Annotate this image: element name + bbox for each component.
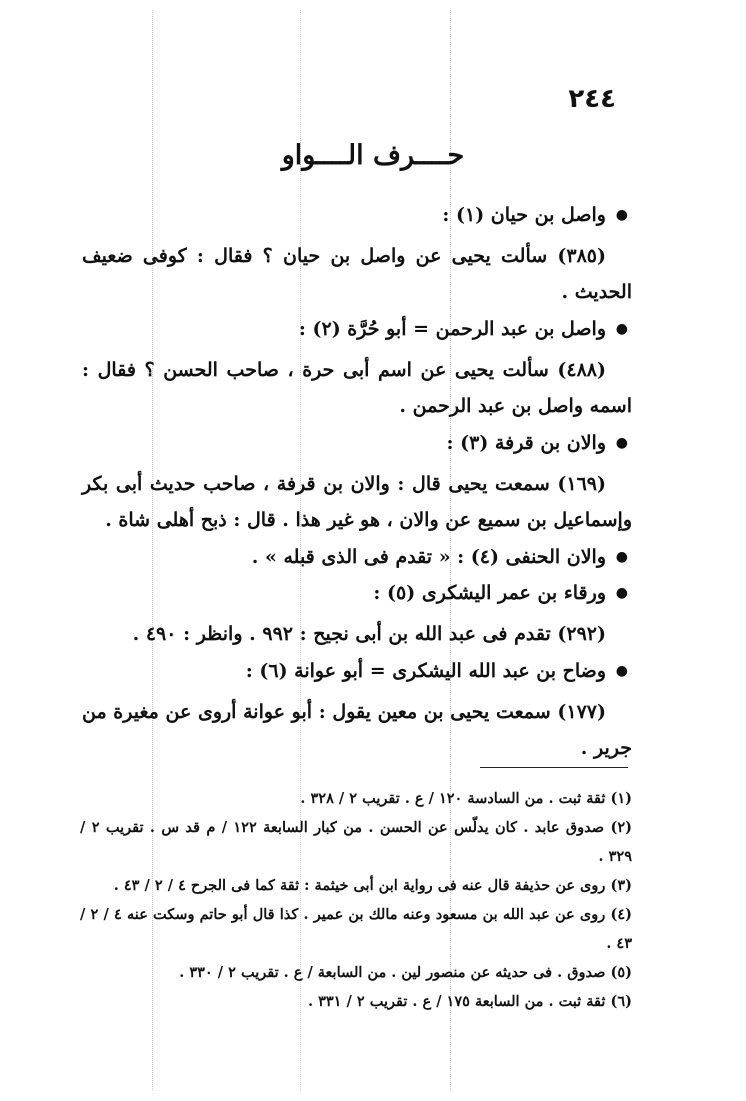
- heading-text: واصل بن حيان (١) :: [442, 204, 606, 226]
- entry-heading: [82, 540, 632, 574]
- bullet-icon: ●: [615, 321, 628, 337]
- bullet-icon: ●: [615, 207, 628, 223]
- entry-heading: [82, 426, 632, 460]
- narration-paragraph: (٤٨٨) سألت يحيى عن اسم أبى حرة ، صاحب الحسن ؟ فقال : اسمه واصل بن عبد الرحمن .: [82, 359, 632, 417]
- footnote: (٤) روى عن عبد الله بن مسعود وعنه مالك بن عمير . كذا قال أبو حاتم وسكت عنه ٤ / ٢ / ٤٣ .: [80, 906, 632, 952]
- entry-heading: [82, 576, 632, 610]
- entry-heading: [82, 312, 632, 346]
- footnote: (١) ثقة ثبت . من السادسة ١٢٠ / ع . تقريب ٢ / ٣٢٨ .: [300, 790, 632, 807]
- narration-paragraph: (١٦٩) سمعت يحيى قال : والان بن قرفة ، صاحب حديث أبى بكر وإسماعيل بن سميع عن والان ، هو غير هذا . قال : ذبح أهلى شاة .: [82, 473, 632, 531]
- narration-paragraph: (٢٩٢) تقدم فى عبد الله بن أبى نجيح : ٩٩٢ . وانظر : ٤٩٠ .: [132, 623, 606, 645]
- heading-text: والان الحنفى (٤) : « تقدم فى الذى قبله » .: [251, 546, 606, 568]
- bullet-icon: ●: [615, 435, 628, 451]
- footnote: (٥) صدوق . فى حديثه عن منصور لين . من السابعة / ع . تقريب ٢ / ٣٣٠ .: [179, 964, 632, 981]
- bullet-icon: ●: [615, 585, 628, 601]
- footnotes: [80, 784, 632, 1016]
- bullet-icon: ●: [615, 549, 628, 565]
- main-text: [82, 196, 632, 766]
- heading-text: وضاح بن عبد الله اليشكرى = أبو عوانة (٦) :: [245, 660, 606, 682]
- narration-paragraph: (٣٨٥) سألت يحيى عن واصل بن حيان ؟ فقال : كوفى ضعيف الحديث .: [82, 245, 632, 303]
- footnote: (٢) صدوق عابد . كان يدلّس عن الحسن . من كبار السابعة ١٢٢ / م قد س . تقريب ٢ / ٣٢٩ .: [80, 819, 632, 865]
- entry-heading: [82, 198, 632, 232]
- chapter-title: حــــرف الــــواو: [281, 140, 465, 171]
- heading-text: ورقاء بن عمر اليشكرى (٥) :: [373, 582, 606, 604]
- page-number: ٢٤٤: [568, 84, 616, 114]
- footnote: (٣) روى عن حذيفة قال عنه فى رواية ابن أبى خيثمة : ثقة كما فى الجرح ٤ / ٢ / ٤٣ .: [113, 877, 632, 894]
- footnote: (٦) ثقة ثبت . من السابعة ١٧٥ / ع . تقريب ٢ / ٣٣١ .: [307, 993, 632, 1010]
- bullet-icon: ●: [615, 663, 628, 679]
- entry-heading: [82, 654, 632, 688]
- narration-paragraph: (١٧٧) سمعت يحيى بن معين يقول : أبو عوانة أروى عن مغيرة من جرير .: [82, 701, 632, 759]
- heading-text: واصل بن عبد الرحمن = أبو حُرَّة (٢) :: [298, 318, 606, 340]
- heading-text: والان بن قرفة (٣) :: [446, 432, 606, 454]
- footnote-separator: [480, 767, 628, 768]
